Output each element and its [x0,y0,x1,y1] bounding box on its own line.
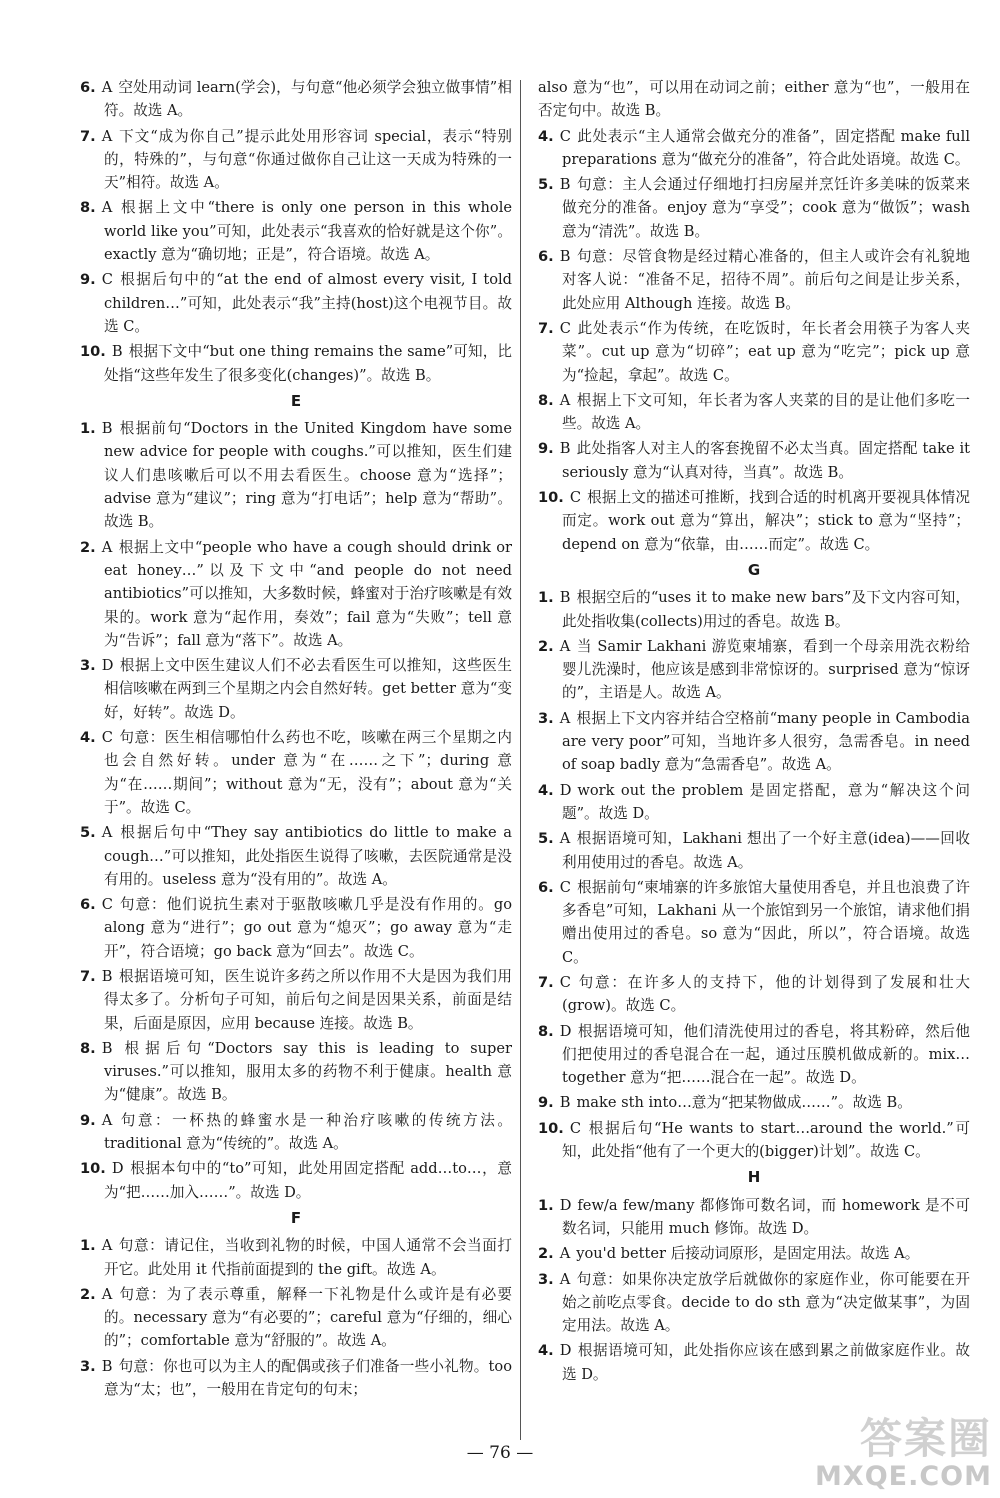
explanation-text: you'd better 后接动词原形，是固定用法。故选 A。 [576,1245,920,1263]
answer-item [80,268,512,338]
item-number: 6. [80,896,96,914]
answer-item [80,76,512,123]
answer-letter: A [101,127,113,145]
explanation-text: 句意：请记住，当收到礼物的时候，中国人通常不会当面打开它。此处用 it 代指前面提到的 the gift。故选 A。 [104,1237,512,1278]
answer-letter: B [101,967,113,985]
item-number: 3. [80,657,96,675]
explanation-text: 此处指客人对主人的客套挽留不必太当真。固定搭配 take it seriously 意为“认真对待，当真”。故选 B。 [562,440,970,481]
explanation-text: 句意：尽管食物是经过精心准备的，但主人或许会有礼貌地对客人说：“准备不足，招待不周”。前后句之间是让步关系，此处应用 Although 连接。故选 B。 [562,248,970,312]
explanation-text: 此处表示“作为传统，在吃饭时，年长者会用筷子为客人夹菜”。cut up 意为“切碎”；eat up 意为“吃完”；pick up 意为“捡起，拿起”。故选 C。 [562,319,970,384]
item-number: 8. [80,1039,96,1057]
answer-item [538,1268,970,1338]
item-number: 3. [538,709,554,727]
answer-item [80,1157,512,1204]
item-number: 1. [80,1237,96,1255]
answer-item [538,876,970,969]
answer-item [80,196,512,266]
answer-letter: D [559,1342,572,1360]
explanation-text: 根据上文中“there is only one person in this whole world like you”可知，此处表示“我喜欢的恰好就是这个你”。exactly 意为“确切地；正是”，符合语境。故选 A。 [104,199,512,264]
item-number: 9. [80,271,96,289]
item-number: 2. [80,1285,96,1303]
explanation-text: 此处表示“主人通常会做充分的准备”，固定搭配 make full preparations 意为“做充分的准备”，符合此处语境。故选 C。 [562,127,970,168]
answer-letter: A [101,1237,113,1255]
answer-item [80,1283,512,1353]
item-number: 9. [80,1111,96,1129]
answer-letter: A [101,199,113,217]
answer-item [80,726,512,819]
answer-item [538,173,970,243]
answer-letter: D [559,1196,572,1214]
answer-item [538,635,970,705]
explanation-text: 根据后句中“They say antibiotics do little to make a cough…”可以推知，此处指医生说得了咳嗽，去医院通常是没有用的。useless 意为“没有用的”。故选 A。 [104,824,512,888]
item-number: 7. [80,967,96,985]
item-number: 5. [538,176,554,194]
explanation-text: 句意：为了表示尊重，解释一下礼物是什么或许是有必要的。necessary 意为“有必要的”；careful 意为“仔细的，细心的”；comfortable 意为“舒服的”。故选 A。 [104,1285,512,1350]
answer-item [80,965,512,1035]
answer-item [80,821,512,891]
answer-item [538,1194,970,1241]
explanation-text: 句意：一杯热的蜂蜜水是一种治疗咳嗽的传统方法。traditional 意为“传统的”。故选 A。 [104,1111,512,1153]
answer-item [538,317,970,387]
answer-item [538,586,970,633]
item-number: 3. [538,1270,554,1288]
answer-letter: C [559,127,571,145]
answer-letter: B [111,343,123,361]
explanation-text: 根据本句中的“to”可知，此处用固定搭配 add…to…，意为“把……加入……”。故选 D。 [104,1160,512,1201]
answer-letter: C [101,271,113,289]
explanation-text: 根据上文中医生建议人们不必去看医生可以推知，这些医生相信咳嗽在两到三个星期之内会自然好转。get better 意为“变好，好转”。故选 D。 [104,657,512,721]
answer-item [80,1109,512,1156]
answer-letter: C [569,489,582,507]
answer-letter: D [101,657,114,675]
answer-continuation: also 意为“也”，可以用在动词之前；either 意为“也”，一般用在否定句中。故选 B。 [538,79,970,120]
explanation-text: 句意：他们说抗生素对于驱散咳嗽几乎是没有作用的。go along 意为“进行”；go out 意为“熄灭”；go away 意为“走开”，符合语境；go back 意为“回去”。故选 C。 [104,896,512,960]
explanation-text: 根据上下文内容并结合空格前“many people in Cambodia are very poor”可知，当地许多人很穷，急需香皂。in need of soap badly 意为“急需香皂”。故选 A。 [562,709,970,774]
section-heading: H [747,1168,761,1187]
answer-item [538,437,970,484]
item-number: 10. [538,489,564,507]
explanation-text: 根据上文的描述可推断，找到合适的时机离开要视具体情况而定。work out 意为“算出，解决”；stick to 意为“坚持”；depend on 意为“依靠，由……而定”。故选 C。 [562,489,970,553]
answer-letter: B [559,248,571,266]
answer-item [538,1091,970,1114]
item-number: 6. [80,79,96,96]
item-number: 1. [538,1196,554,1214]
answer-letter: A [101,1111,113,1129]
answer-item [80,125,512,195]
answer-letter: B [101,420,113,438]
explanation-text: 根据语境可知，此处指你应该在感到累之前做家庭作业。故选 D。 [562,1342,970,1383]
answer-item [538,1242,970,1265]
explanation-text: 句意：主人会通过仔细地打扫房屋并烹饪许多美味的饭菜来做充分的准备。enjoy 意为“享受”；cook 意为“做饭”；wash 意为“清洗”。故选 B。 [562,176,970,240]
item-number: 4. [538,127,554,145]
answer-letter: D [111,1160,124,1178]
item-number: 4. [538,1342,554,1360]
item-number: 7. [538,319,554,337]
explanation-text: 空处用动词 learn(学会)，与句意“他必须学会独立做事情”相符。故选 A。 [104,79,512,120]
watermark-logo [815,1414,992,1492]
answer-letter: C [569,1119,582,1137]
answer-letter: B [101,1357,113,1375]
answer-item [538,389,970,436]
answer-letter: A [101,1285,113,1303]
section-heading: G [747,560,761,579]
item-number: 1. [80,420,96,438]
explanation-text: 下文“成为你自己”提示此处用形容词 special，表示“特别的，特殊的”，与句意“你通过做你自己让这一天成为特殊的一天”相符。故选 A。 [104,127,512,192]
item-number: 8. [538,1022,554,1040]
answer-item [538,971,970,1018]
answer-item [80,893,512,963]
answer-letter: B [559,589,571,607]
answer-item [80,1037,512,1107]
answer-letter: A [559,391,571,409]
explanation-text: 句意：在许多人的支持下，他的计划得到了发展和壮大(grow)。故选 C。 [562,973,970,1015]
answer-letter: C [101,729,113,747]
explanation-text: make sth into…意为“把某物做成……”。故选 B。 [576,1094,912,1112]
explanation-text: 根据前句“Doctors in the United Kingdom have some new advice for people with coughs.”可以推知，医生们建议人们患咳嗽后可以不用去看医生。choose 意为“选择”；advise 意为“建议”；ring 意为“打电话”；help 意为“帮助”。故选 B。 [104,420,512,531]
explanation-text: 根据后句“Doctors say this is leading to super viruses.”可以推知，服用太多的药物不利于健康。health 意为“健康”。故选 B。 [104,1039,512,1104]
answer-item [538,125,970,172]
answer-item [80,536,512,652]
answer-letter: B [101,1039,113,1057]
explanation-text: 根据下文中“but one thing remains the same”可知，比处指“这些年发生了很多变化(changes)”。故选 B。 [104,343,512,384]
item-number: 2. [80,538,96,556]
item-number: 9. [538,1094,554,1112]
answer-item [80,654,512,724]
section-heading: E [290,391,302,410]
answer-letter: D [559,1022,572,1040]
answer-item [538,779,970,826]
item-number: 10. [80,1160,106,1178]
watermark-title: 答案圈 [859,1414,992,1463]
answer-letter: C [559,973,571,991]
answer-item [538,486,970,556]
item-number: 6. [538,248,554,266]
item-number: 6. [538,878,554,896]
item-number: 7. [80,127,96,145]
item-number: 5. [538,830,554,848]
section-heading: F [290,1208,302,1227]
item-number: 8. [80,199,96,217]
left-column [80,76,512,1403]
answer-item [80,1234,512,1281]
explanation-text: 根据上文中“people who have a cough should drink or eat honey…”以及下文中“and people do not need antibiotics”可以推知，大多数时候，蜂蜜对于治疗咳嗽是有效果的。work 意为“起作用，奏效”；fail 意为“失败”；tell 意为“告诉”；fall 意为“落下”。故选 A。 [104,538,512,649]
answer-item [80,340,512,387]
explanation-text: 根据上下文可知，年长者为客人夹菜的目的是让他们多吃一些。故选 A。 [562,391,970,433]
explanation-text: 句意：医生相信哪怕什么药也不吃，咳嗽在两三个星期之内也会自然好转。under 意为“在……之下”；during 意为“在……期间”；without 意为“无，没有”；about 意为“关于”。故选 C。 [104,729,512,816]
answer-item [538,245,970,315]
explanation-text: few/a few/many 都修饰可数名词，而 homework 是不可数名词，只能用 much 修饰。故选 D。 [562,1196,970,1237]
answer-item [538,707,970,777]
answer-letter: A [559,1245,571,1263]
explanation-text: 根据空后的“uses it to make new bars”及下文内容可知，此处指收集(collects)用过的香皂。故选 B。 [562,589,970,630]
explanation-text: 根据语境可知，他们清洗使用过的香皂，将其粉碎，然后他们把使用过的香皂混合在一起，通过压膜机做成新的。mix… together 意为“把……混合在一起”。故选 D。 [562,1022,970,1087]
answer-item [538,1117,970,1164]
item-number: 9. [538,440,554,458]
item-number: 2. [538,1245,554,1263]
explanation-text: 根据语境可知，医生说许多药之所以作用不大是因为我们用得太多了。分析句子可知，前后句之间是因果关系，前面是结果，后面是原因，应用 because 连接。故选 B。 [104,967,512,1032]
answer-letter: C [559,319,571,337]
answer-letter: D [559,781,572,799]
explanation-text: 根据后句中的“at the end of almost every visit, I told children…”可知，此处表示“我”主持(host)这个电视节目。故选 C。 [104,271,512,335]
item-number: 1. [538,589,554,607]
answer-letter: B [559,1094,571,1112]
item-number: 3. [80,1357,96,1375]
answer-letter: A [559,637,571,655]
answer-letter: C [559,878,571,896]
answer-letter: C [101,896,113,914]
explanation-text: 根据前句“柬埔寨的许多旅馆大量使用香皂，并且也浪费了许多香皂”可知，Lakhani 从一个旅馆到另一个旅馆，请求他们捐赠出使用过的香皂。so 意为“因此，所以”，符合语境。故选 C。 [562,878,970,966]
watermark-url: MXQE.COM [815,1461,992,1492]
page-number: — 76 — [466,1443,534,1463]
answer-letter: A [559,1270,571,1288]
item-number: 10. [80,343,106,361]
answer-item [80,417,512,533]
item-number: 7. [538,973,554,991]
right-column [538,76,970,1388]
explanation-text: 句意：如果你决定放学后就做你的家庭作业，你可能要在开始之前吃点零食。decide to do sth 意为“决定做某事”，为固定用法。故选 A。 [562,1270,970,1335]
answer-item [80,1355,512,1402]
item-number: 4. [538,781,554,799]
answer-item [538,1339,970,1386]
answer-item [538,1020,970,1090]
answer-letter: B [559,176,571,194]
item-number: 4. [80,729,96,747]
answer-letter: A [559,830,571,848]
item-number: 8. [538,391,554,409]
item-number: 2. [538,637,554,655]
explanation-text: 当 Samir Lakhani 游览柬埔寨，看到一个母亲用洗衣粉给婴儿洗澡时，他应该是感到非常惊讶的。surprised 意为“惊讶的”，主语是人。故选 A。 [562,637,970,702]
column-divider [520,80,521,1440]
item-number: 5. [80,824,96,842]
answer-item [538,827,970,874]
answer-letter: A [101,538,113,556]
explanation-text: 句意：你也可以为主人的配偶或孩子们准备一些小礼物。too 意为“太；也”，一般用在肯定句的句末； [104,1357,512,1399]
answer-letter: A [101,79,113,96]
answer-letter: A [559,709,571,727]
explanation-text: 根据后句“He wants to start…around the world.”可知，此处指“他有了一个更大的(bigger)计划”。故选 C。 [562,1119,970,1161]
explanation-text: 根据语境可知，Lakhani 想出了一个好主意(idea)——回收利用使用过的香皂。故选 A。 [562,830,970,871]
answer-letter: A [101,824,113,842]
explanation-text: work out the problem 是固定搭配，意为“解决这个问题”。故选 D。 [562,781,970,822]
answer-letter: B [559,440,571,458]
item-number: 10. [538,1119,564,1137]
